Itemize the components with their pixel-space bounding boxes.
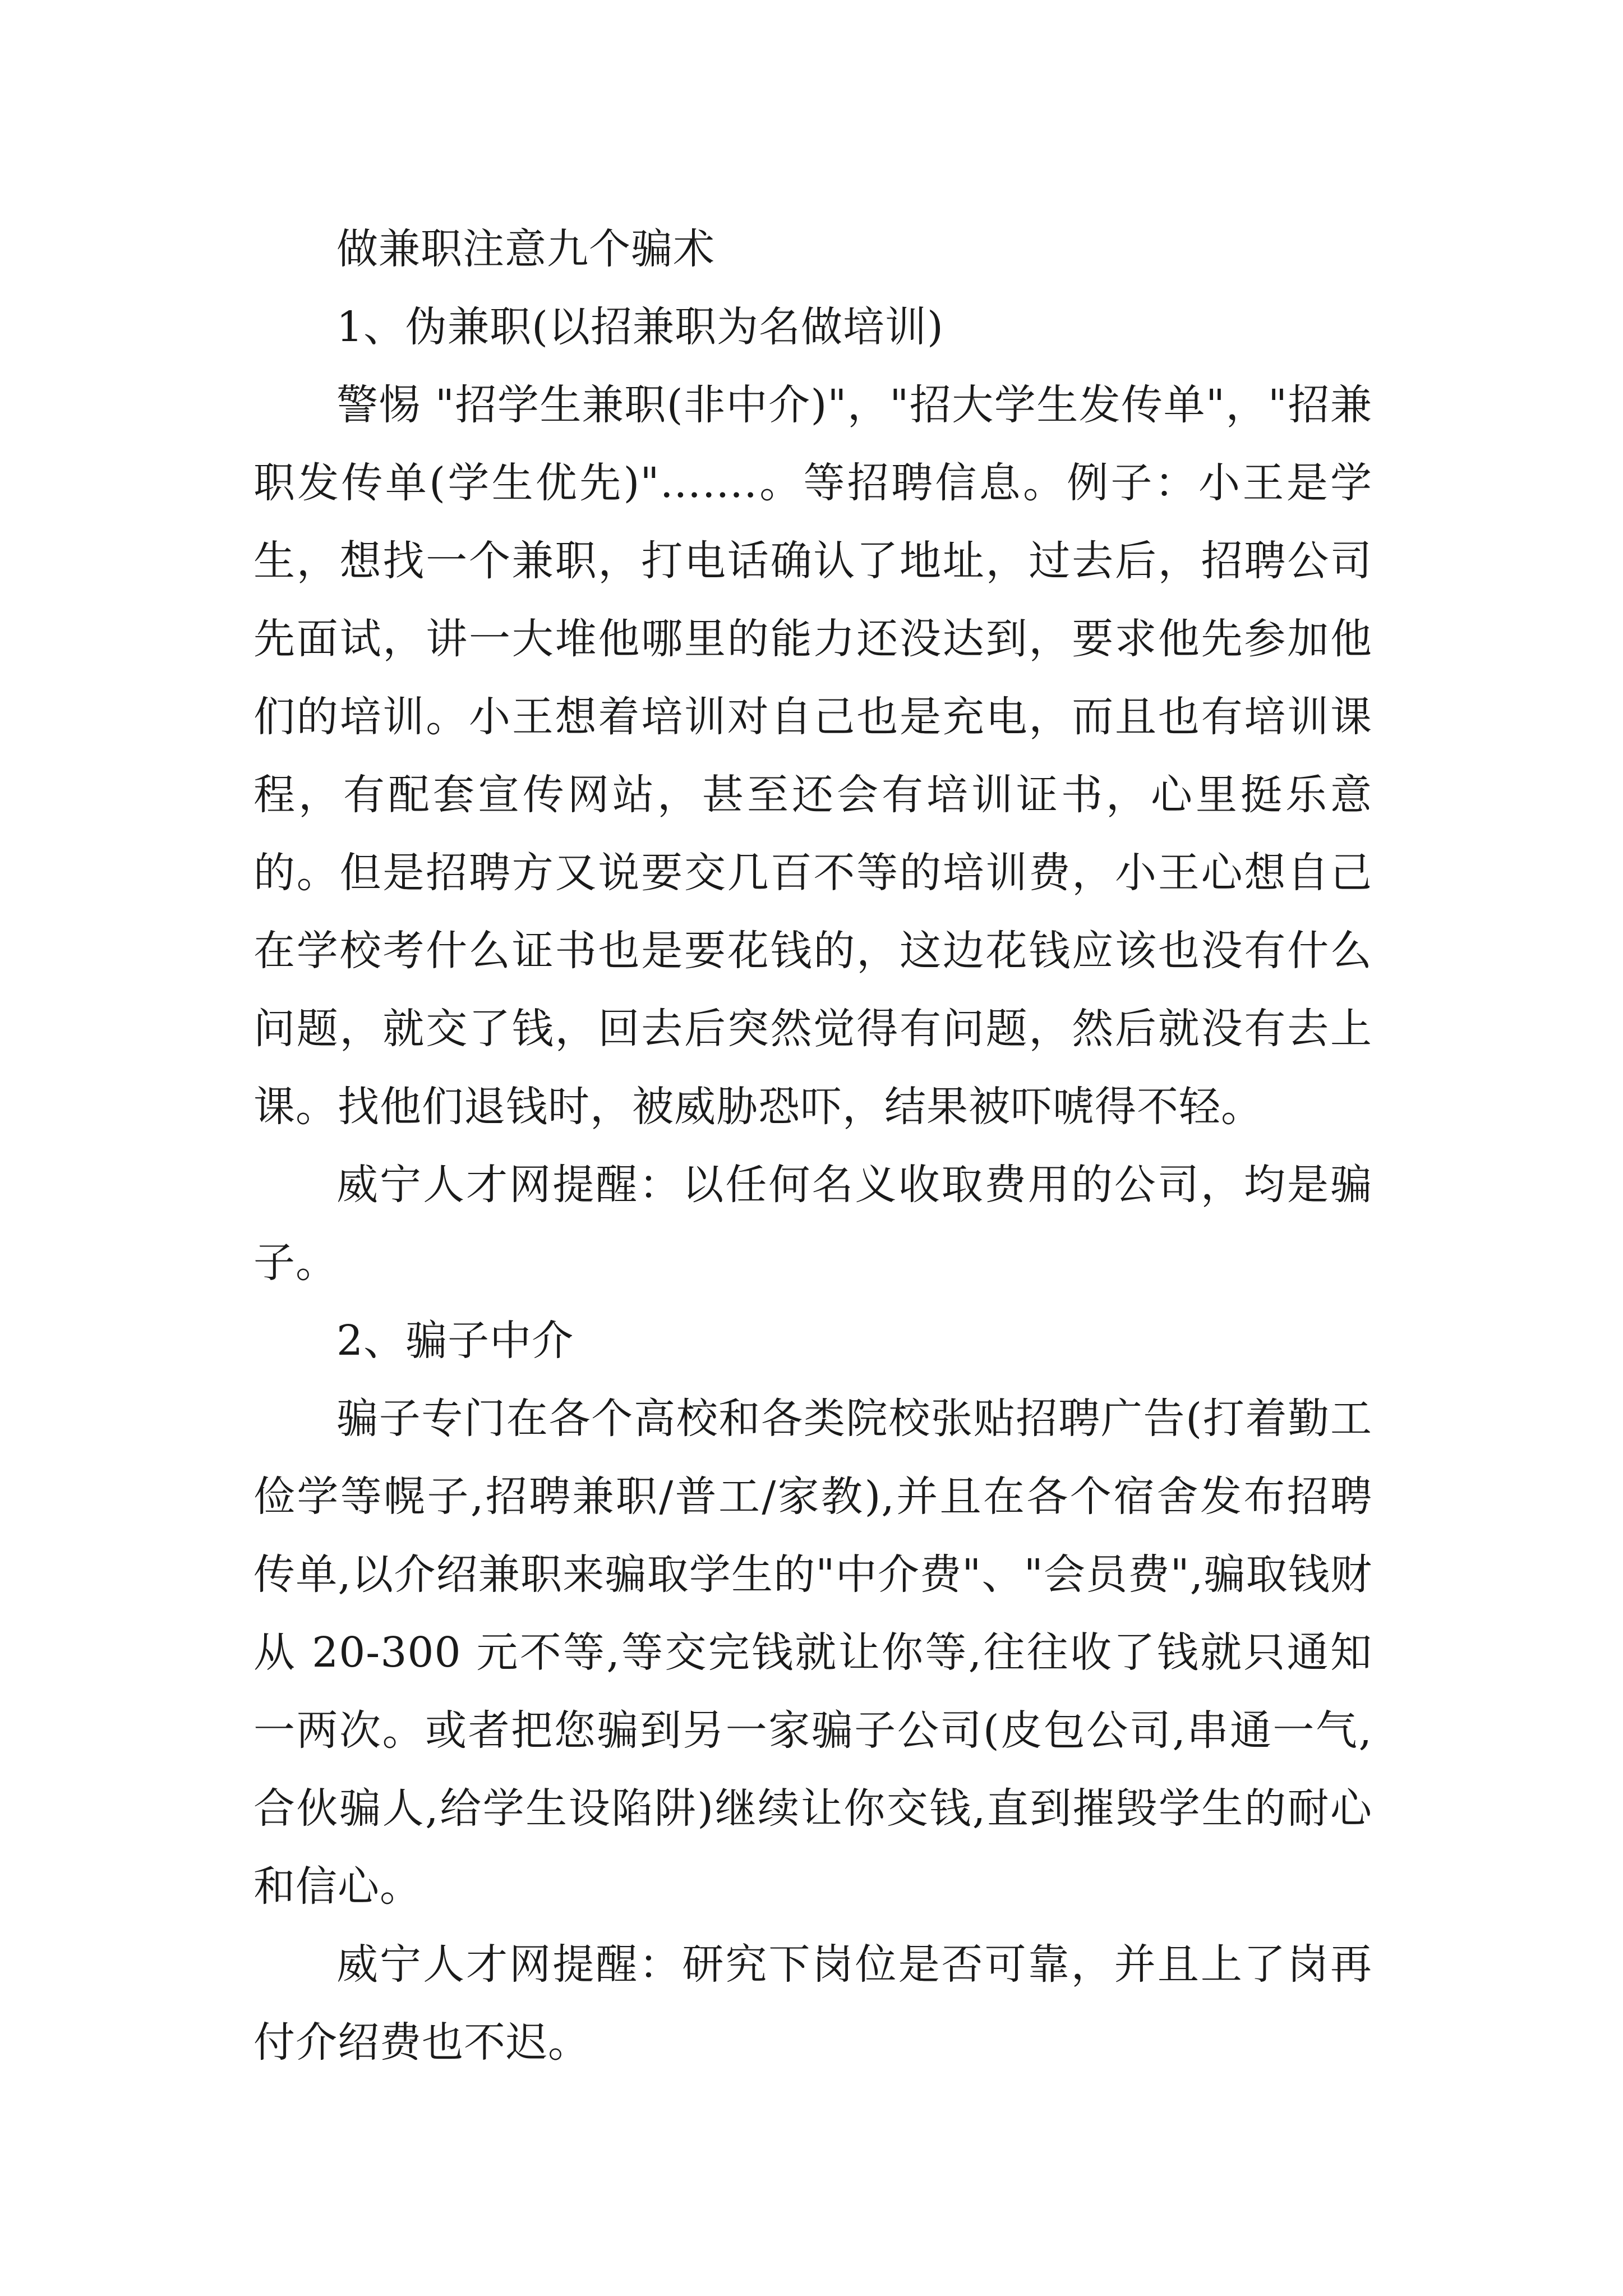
section-1-body: 警惕 "招学生兼职(非中介)"，"招大学生发传单"，"招兼职发传单(学生优先)"…….。等招聘信息。例子：小王是学生，想找一个兼职，打电话确认了地址，过去后，招聘公司先面试，讲一大堆他哪里的能力还没达到，要求他先参加他们的培训。小王想着培训对自己也是充电，而且也有培训课程，有配套宣传网站，甚至还会有培训证书，心里挺乐意的。但是招聘方又说要交几百不等的培训费，小王心想自己在学校考什么证书也是要花钱的，这边花钱应该也没有什么问题，就交了钱，回去后突然觉得有问题，然后就没有去上课。找他们退钱时，被威胁恐吓，结果被吓唬得不轻。 [253,381,1372,1131]
section-1-heading: 1、伪兼职(以招兼职为名做培训) [336,303,944,351]
section-1-tip: 威宁人才网提醒：以任何名义收取费用的公司，均是骗子。 [253,1161,1372,1287]
section-2-heading: 2、骗子中介 [336,1317,574,1365]
section-2-body: 骗子专门在各个高校和各类院校张贴招聘广告(打着勤工俭学等幌子,招聘兼职/普工/家教),并且在各个宿舍发布招聘传单,以介绍兼职来骗取学生的"中介费"、"会员费",骗取钱财从 20-300 元不等,等交完钱就让你等,往往收了钱就只通知一两次。或者把您骗到另一家骗子公司(皮包公司,串通一气,合伙骗人,给学生设陷阱)继续让你交钱,直到摧毁学生的耐心和信心。 [253,1395,1372,1911]
document-title: 做兼职注意九个骗术 [336,225,715,273]
section-2-tip: 威宁人才网提醒：研究下岗位是否可靠，并且上了岗再付介绍费也不迟。 [253,1940,1372,2067]
document-body [253,210,1372,2082]
